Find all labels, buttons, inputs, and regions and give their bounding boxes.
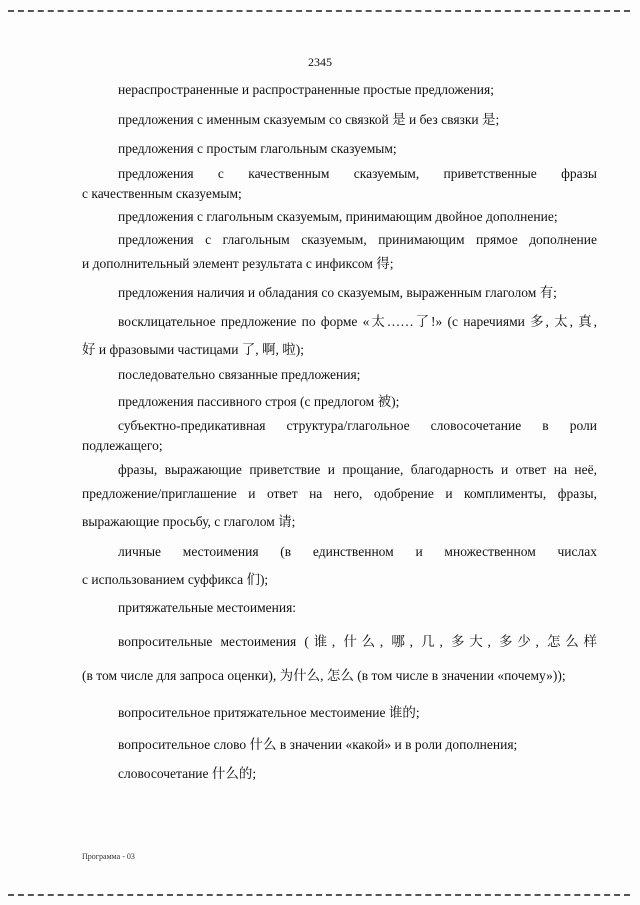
paragraph-12-line-2: предложение/приглашение и ответ на него, одобрение и комплименты, фразы, (82, 486, 597, 501)
paragraph-15 (82, 630, 597, 684)
paragraph-5: предложения с глагольным сказуемым, принимающим двойное дополнение; (118, 209, 558, 224)
paragraph-4-line-2: с качественным сказуемым; (82, 186, 242, 201)
paragraph-13 (82, 544, 597, 588)
paragraph-17: вопросительное слово 什么 в значении «какой» и в роли дополнения; (118, 737, 518, 752)
paragraph-8 (82, 310, 597, 358)
paragraph-7: предложения наличия и обладания со сказуемым, выраженным глаголом 有; (118, 285, 557, 300)
paragraph-10: предложения пассивного строя (с предлогом 被); (118, 394, 400, 409)
paragraph-6-line-1: предложения с глагольным сказуемым, принимающим прямое дополнение (118, 232, 597, 247)
paragraph-13-line-2: с использованием суффикса 们); (82, 572, 269, 587)
paragraph-3: предложения с простым глагольным сказуемым; (118, 141, 397, 156)
paragraph-2: предложения с именным сказуемым со связкой 是 и без связки 是; (118, 112, 500, 127)
paragraph-12 (82, 462, 597, 530)
paragraph-4-line-1: предложения с качественным сказуемым, приветственные фразы (118, 166, 597, 181)
paragraph-6-line-2: и дополнительный элемент результата с инфиксом 得; (82, 256, 394, 271)
paragraph-15-line-2: (в том числе для запроса оценки), 为什么, 怎么 (в том числе в значении «почему»)); (82, 668, 566, 683)
paragraph-1: нераспространенные и распространенные простые предложения; (118, 82, 494, 97)
paragraph-12-line-1: фразы, выражающие приветствие и прощание, благодарность и ответ на неё, (118, 462, 597, 477)
body-text (82, 82, 597, 782)
paragraph-6 (82, 232, 597, 272)
paragraph-11-line-1: субъектно-предикативная структура/глагольное словосочетание в роли (118, 418, 597, 433)
paragraph-8-line-1: восклицательное предложение по форме «太……了!» (с наречиями 多, 太, 真, (118, 314, 597, 329)
paragraph-11 (82, 418, 597, 454)
paragraph-16: вопросительное притяжательное местоимение 谁的; (118, 705, 420, 720)
paragraph-8-line-2: 好 и фразовыми частицами 了, 啊, 啦); (82, 342, 305, 357)
paragraph-18: словосочетание 什么的; (118, 766, 257, 781)
paragraph-15-line-1: вопросительные местоимения (谁, 什么, 哪, 几, 多大, 多少, 怎么样 (118, 634, 597, 649)
paragraph-11-line-2: подлежащего; (82, 438, 163, 453)
paragraph-12-line-3: выражающие просьбу, с глаголом 请; (82, 514, 296, 529)
paragraph-14: притяжательные местоимения: (118, 600, 297, 615)
footer-label: Программа - 03 (82, 852, 135, 861)
paragraph-4 (82, 166, 597, 202)
paragraph-9: последовательно связанные предложения; (118, 367, 361, 382)
page-number: 2345 (308, 55, 332, 69)
paragraph-13-line-1: личные местоимения (в единственном и множественном числах (118, 544, 597, 559)
